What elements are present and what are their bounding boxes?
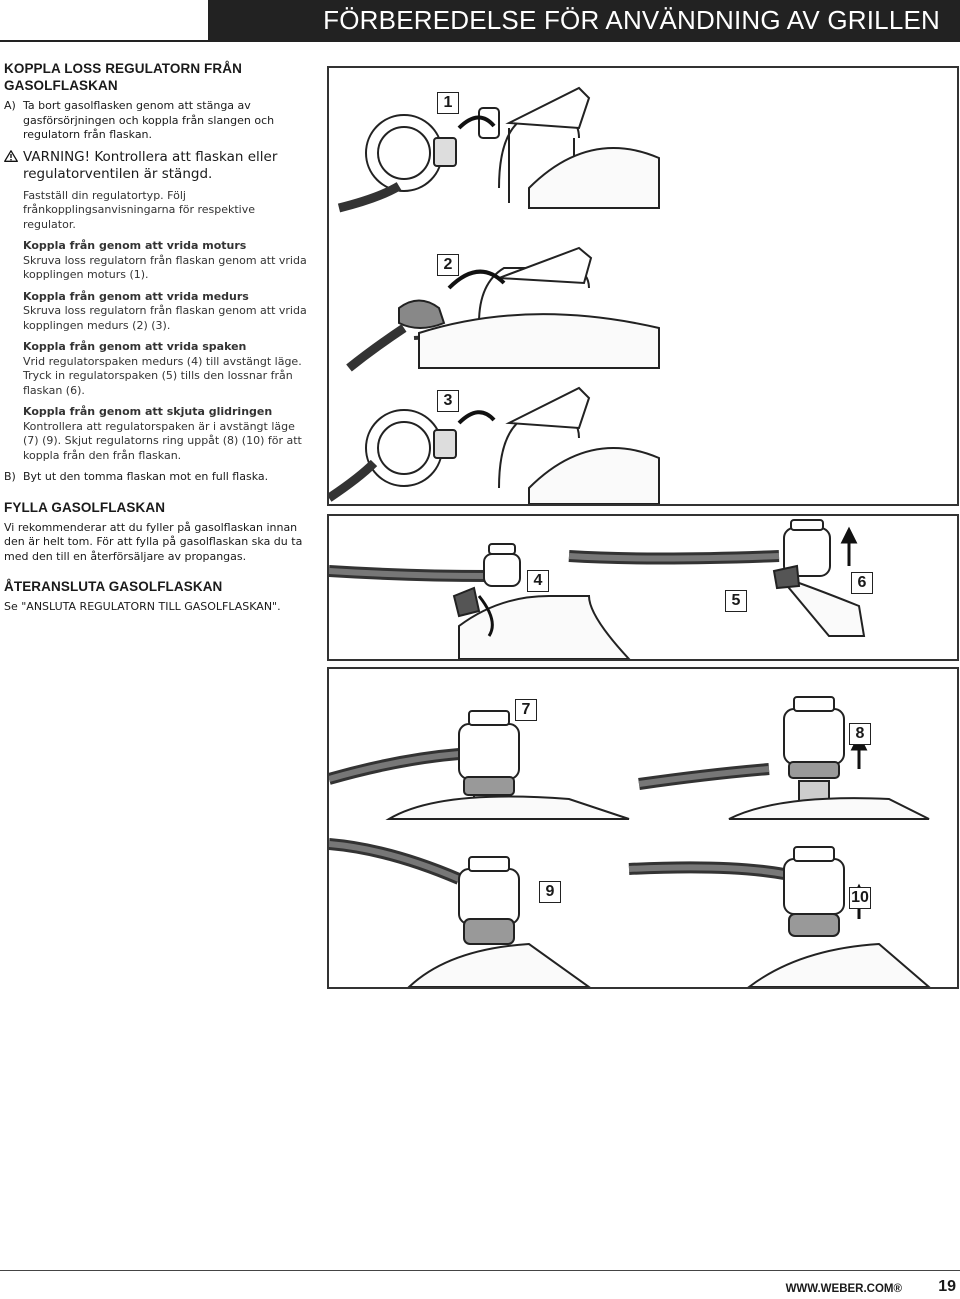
footer-website: WWW.WEBER.COM® bbox=[785, 1283, 902, 1295]
item-a-text: Ta bort gasolflasken genom att stänga av gasförsörjningen och koppla från slangen och regulatorn från flaskan. bbox=[23, 99, 275, 141]
sub-body: Vrid regulatorspaken medurs (4) till avstängt läge. Tryck in regulatorspaken (5) tills den lossnar från flaskan (6). bbox=[23, 354, 302, 397]
sub-body: Skruva loss regulatorn från flaskan genom att vrida kopplingen moturs (1). bbox=[23, 253, 307, 281]
header-band bbox=[208, 0, 960, 40]
header-rule bbox=[0, 40, 960, 42]
fill-text: Vi rekommenderar att du fyller på gasolflaskan innan den är helt tom. För att fylla på gasolflaskan ska du ta med den till en återförsäljare av propangas. bbox=[4, 520, 303, 563]
item-a-mark: A) bbox=[4, 99, 16, 112]
sub-body: Kontrollera att regulatorspaken är i avstängt läge (7) (9). Skjut regulatorns ring uppåt (8) (10) för att koppla från den från flaskan. bbox=[23, 419, 302, 462]
step-badge-6: 6 bbox=[851, 572, 873, 594]
sub-head: Koppla från genom att vrida moturs bbox=[23, 239, 247, 252]
sub-clockwise bbox=[4, 290, 310, 334]
instructions-column bbox=[4, 60, 310, 621]
regulator-illustration bbox=[329, 68, 957, 504]
section-title-disconnect: KOPPLA LOSS REGULATORN FRÅN GASOLFLASKAN bbox=[4, 61, 242, 93]
step-badge-5: 5 bbox=[725, 590, 747, 612]
step-badge-9: 9 bbox=[539, 881, 561, 903]
step-badge-8: 8 bbox=[849, 723, 871, 745]
footer-rule bbox=[0, 1270, 960, 1271]
sub-head: Koppla från genom att vrida spaken bbox=[23, 340, 247, 353]
warning-icon bbox=[4, 149, 21, 166]
sub-counterclockwise bbox=[4, 239, 310, 283]
step-badge-10: 10 bbox=[849, 887, 871, 909]
illustration-panel-4-6 bbox=[327, 514, 959, 661]
sub-body: Skruva loss regulatorn från flaskan genom att vrida kopplingen medurs (2) (3). bbox=[23, 304, 307, 332]
section-title-fill: FYLLA GASOLFLASKAN bbox=[4, 499, 166, 515]
item-b-text: Byt ut den tomma flaskan mot en full flaska. bbox=[23, 470, 269, 483]
page-title: FÖRBEREDELSE FÖR ANVÄNDNING AV GRILLEN bbox=[323, 5, 940, 35]
warning bbox=[4, 149, 310, 183]
item-b-mark: B) bbox=[4, 470, 16, 483]
step-badge-7: 7 bbox=[515, 699, 537, 721]
item-b bbox=[4, 470, 310, 485]
step-badge-3: 3 bbox=[437, 390, 459, 412]
illustration-panel-7-10 bbox=[327, 667, 959, 989]
sub-head: Koppla från genom att skjuta glidringen bbox=[23, 405, 273, 418]
warning-text: VARNING! Kontrollera att flaskan eller regulatorventilen är stängd. bbox=[23, 148, 278, 182]
reconnect-text: Se "ANSLUTA REGULATORN TILL GASOLFLASKAN". bbox=[4, 600, 281, 613]
slide-ring-illustration bbox=[329, 669, 957, 987]
step-badge-4: 4 bbox=[527, 570, 549, 592]
sub-slide-ring bbox=[4, 405, 310, 463]
section-title-reconnect: ÅTERANSLUTA GASOLFLASKAN bbox=[4, 579, 223, 594]
step-badge-2: 2 bbox=[437, 254, 459, 276]
sub-head: Koppla från genom att vrida medurs bbox=[23, 289, 249, 303]
step-badge-1: 1 bbox=[437, 92, 459, 114]
page-number: 19 bbox=[938, 1278, 956, 1295]
item-a bbox=[4, 99, 310, 143]
intro-text: Fastställ din regulatortyp. Följ frånkopplingsanvisningarna för respektive regulator. bbox=[23, 188, 256, 231]
sub-lever bbox=[4, 340, 310, 398]
illustration-panel-1-3 bbox=[327, 66, 959, 506]
